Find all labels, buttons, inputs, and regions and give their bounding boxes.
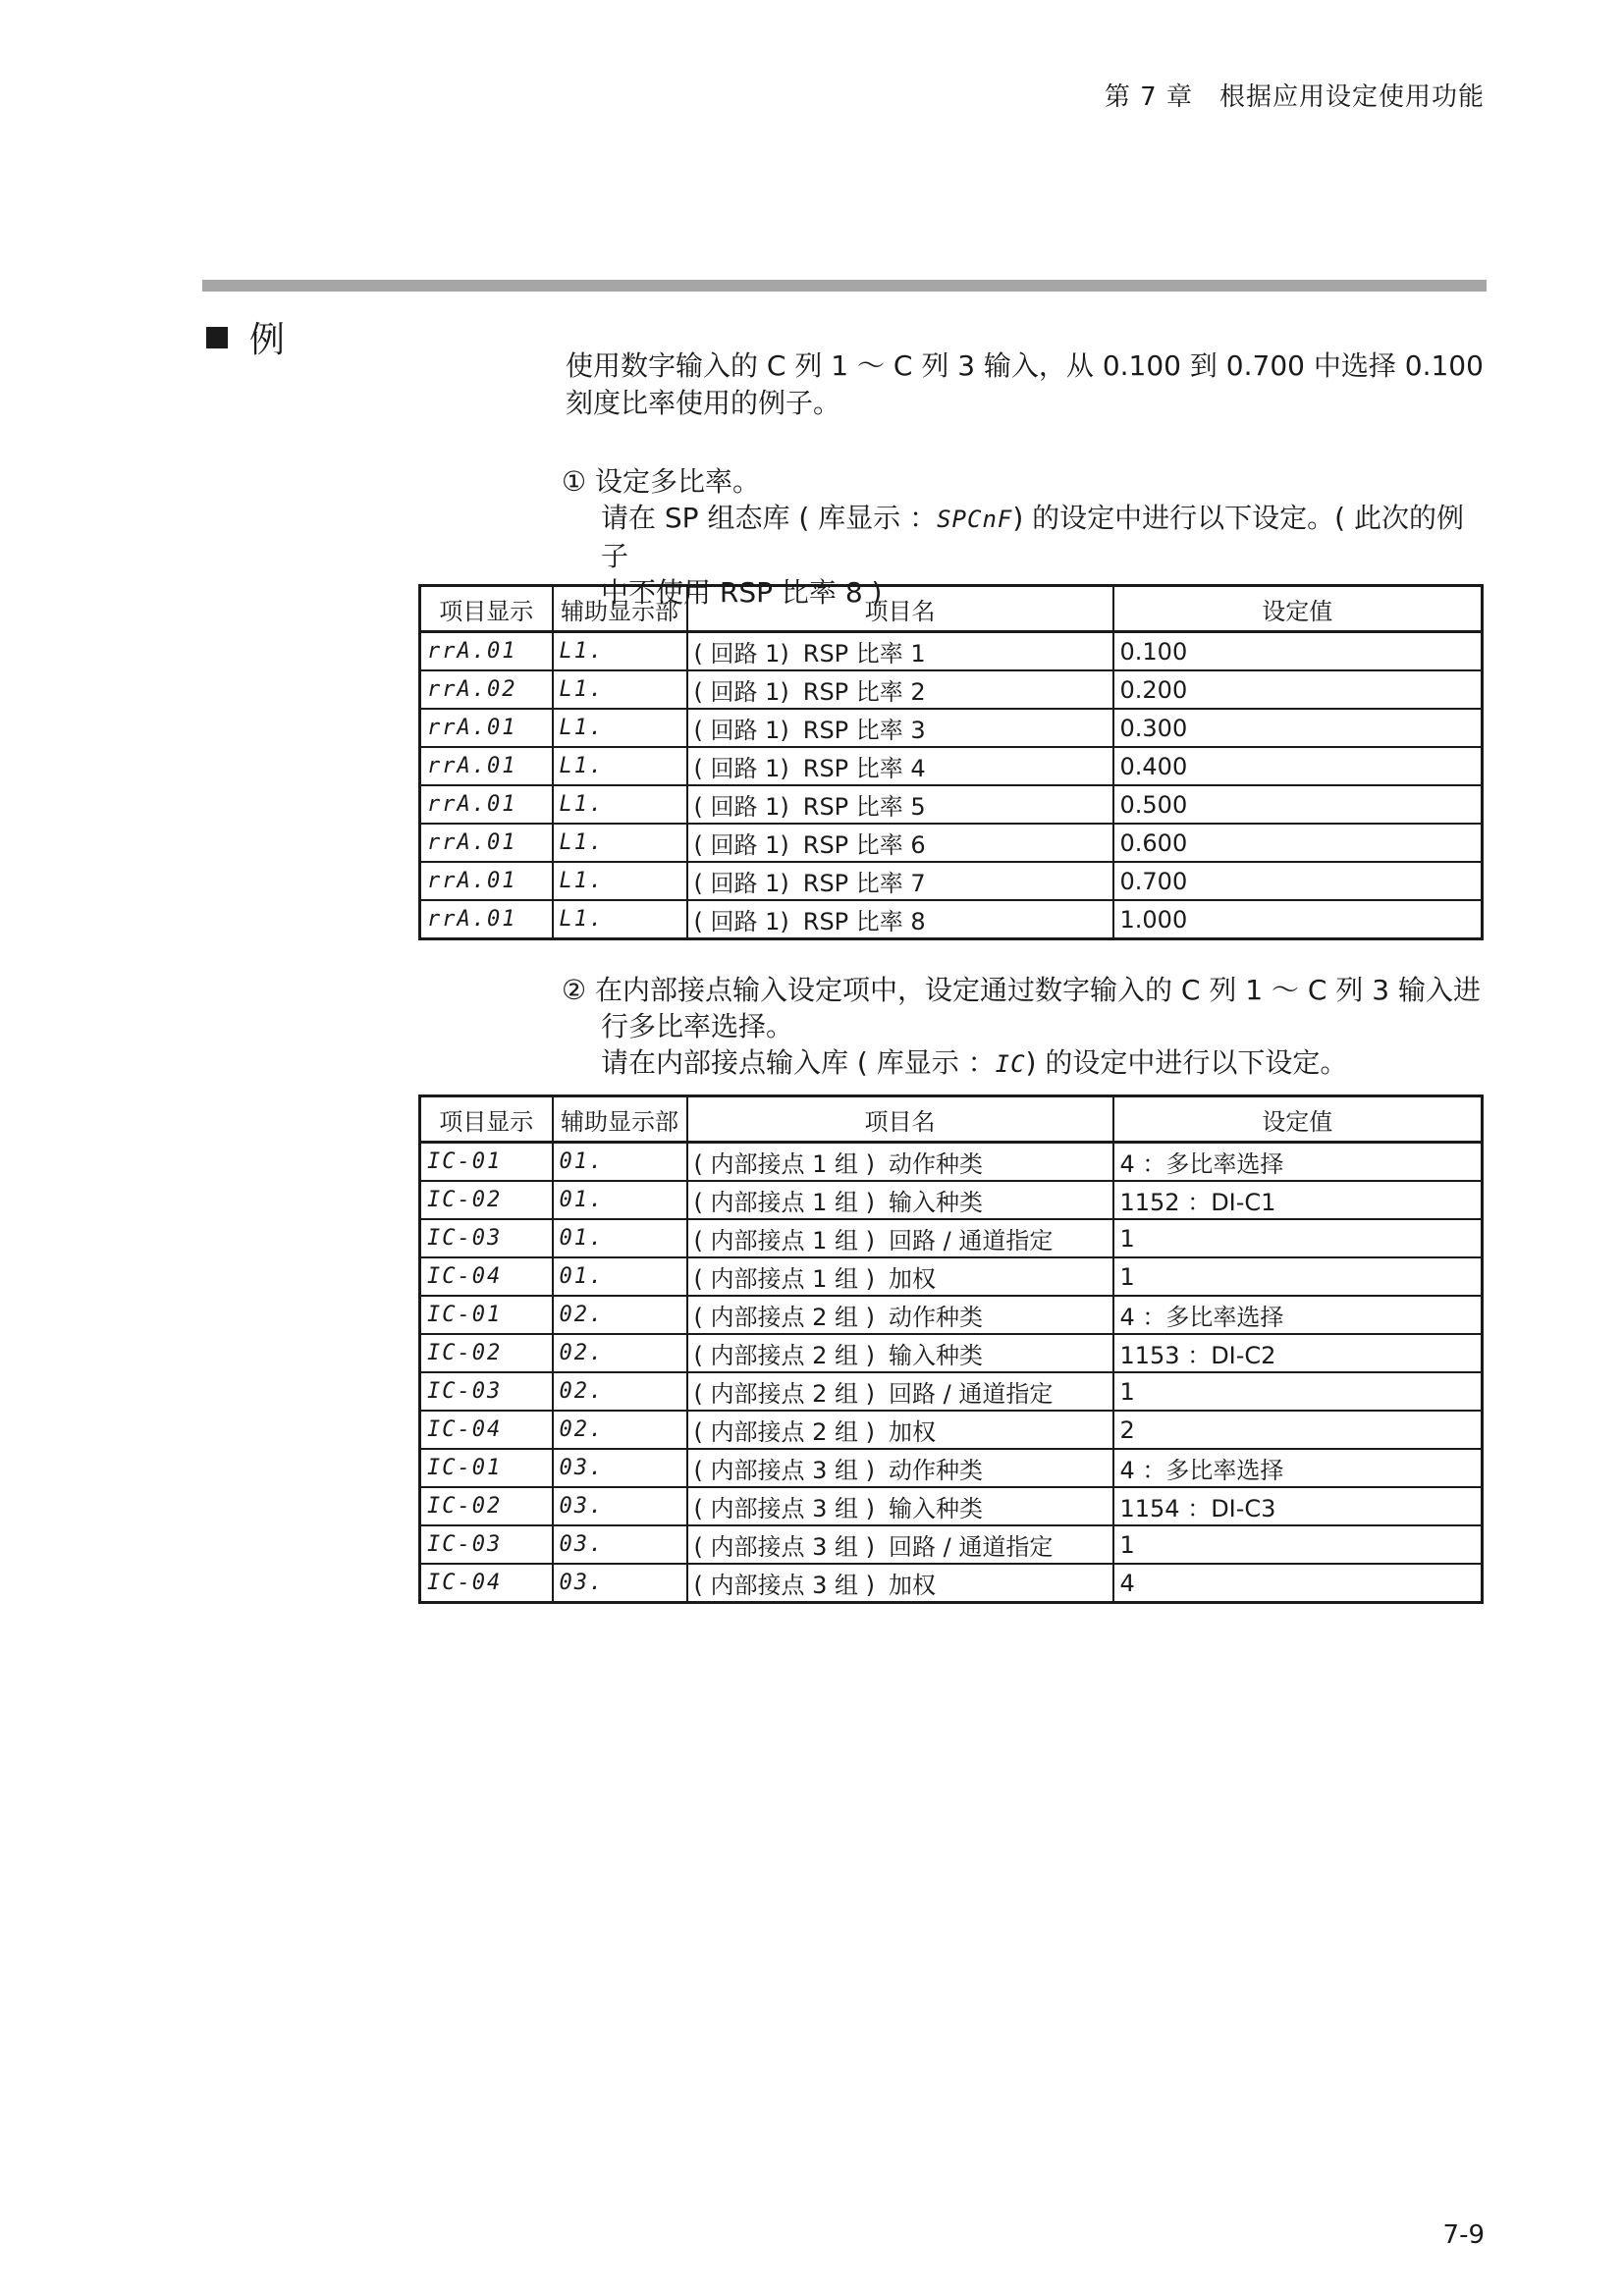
item-group: ( 内部接点 2 组 ) [693,1380,876,1408]
table-header-row [420,1096,1483,1143]
item-group: ( 内部接点 1 组 ) [693,1227,876,1255]
step-2 [562,972,1489,1083]
chapter-header: 第 7 章 根据应用设定使用功能 [1104,82,1485,112]
item-group: ( 内部接点 3 组 ) [693,1572,876,1599]
aux-display-cell: L1. [553,824,687,862]
step-1-title: ① 设定多比率。 [562,465,761,498]
setting-value-cell: 1 [1113,1257,1483,1296]
aux-display-cell: L1. [553,862,687,900]
item-name-cell [687,824,1113,862]
item-display-cell: rrA.01 [420,632,553,671]
setting-value-cell: 4 ：多比率选择 [1113,1449,1483,1487]
item-name-cell [687,785,1113,824]
table-row [420,1411,1483,1449]
item-display-cell: IC-04 [420,1411,553,1449]
square-bullet-icon [206,327,228,348]
internal-contact-table [418,1095,1484,1604]
aux-display-cell: 01. [553,1143,687,1182]
intro-paragraph: 使用数字输入的 C 列 1 ～ C 列 3 输入，从 0.100 到 0.700 中选择 0.100 刻度比率使用的例子。 [566,349,1484,419]
header-aux-display: 辅助显示部 [553,586,687,632]
item-display-cell: IC-01 [420,1143,553,1182]
bank-display-code: SPCnF [937,506,1013,533]
item-name-cell [687,1411,1113,1449]
table-row [420,785,1483,824]
header-aux-display: 辅助显示部 [553,1096,687,1143]
item-name-cell [687,1181,1113,1219]
item-name-cell [687,709,1113,747]
item-name: RSP 比率 2 [802,678,926,706]
item-group: ( 内部接点 2 组 ) [693,1342,876,1369]
table-row [420,1143,1483,1182]
step-2-line1: 行多比率选择。 [601,1010,794,1042]
setting-value-cell: 1152 ：DI-C1 [1113,1181,1483,1219]
item-display-cell: IC-04 [420,1564,553,1603]
item-name-cell [687,1296,1113,1334]
section-rule [202,280,1487,292]
aux-display-cell: 01. [553,1181,687,1219]
item-group: ( 内部接点 1 组 ) [693,1150,876,1178]
item-group: ( 回路 1) [693,717,789,744]
step-1-text-suffix: ) 的设定中进行以下设定。( 此次的例子 [601,502,1464,572]
item-display-cell: IC-04 [420,1257,553,1296]
setting-value-cell: 4 ：多比率选择 [1113,1296,1483,1334]
header-item-name: 项目名 [687,1096,1113,1143]
aux-display-cell: 03. [553,1449,687,1487]
table-row [420,709,1483,747]
table-row [420,747,1483,785]
item-display-cell: rrA.01 [420,785,553,824]
item-display-cell: rrA.01 [420,862,553,900]
item-group: ( 内部接点 2 组 ) [693,1418,876,1446]
rsp-ratio-table [418,584,1484,940]
aux-display-cell: 02. [553,1296,687,1334]
setting-value-cell: 1 [1113,1219,1483,1257]
item-name-cell [687,1449,1113,1487]
item-group: ( 回路 1) [693,870,789,897]
item-name: RSP 比率 8 [802,908,926,935]
setting-value-cell: 0.700 [1113,862,1483,900]
item-group: ( 内部接点 1 组 ) [693,1265,876,1293]
table-row [420,1219,1483,1257]
aux-display-cell: 02. [553,1334,687,1372]
item-display-cell: IC-03 [420,1219,553,1257]
item-name: 输入种类 [889,1189,984,1216]
section-title: 例 [249,320,286,360]
item-display-cell: IC-03 [420,1525,553,1564]
item-name-cell [687,1143,1113,1182]
item-name-cell [687,1525,1113,1564]
item-name-cell [687,1487,1113,1525]
setting-value-cell: 1 [1113,1372,1483,1411]
setting-value-cell: 0.500 [1113,785,1483,824]
table-row [420,1525,1483,1564]
aux-display-cell: L1. [553,747,687,785]
setting-value-cell: 4 ：多比率选择 [1113,1143,1483,1182]
setting-value-cell: 2 [1113,1411,1483,1449]
item-display-cell: rrA.02 [420,670,553,709]
aux-display-cell: L1. [553,709,687,747]
aux-display-cell: 02. [553,1372,687,1411]
table-row [420,824,1483,862]
item-name: 回路 / 通道指定 [889,1227,1054,1255]
item-name: RSP 比率 1 [802,640,926,667]
table-row [420,862,1483,900]
step-2-text-suffix: ) 的设定中进行以下设定。 [1025,1046,1348,1079]
item-name: 输入种类 [889,1495,984,1522]
table-header-row [420,586,1483,632]
item-name: 动作种类 [889,1304,984,1331]
item-group: ( 回路 1) [693,793,789,821]
setting-value-cell: 0.400 [1113,747,1483,785]
aux-display-cell: 02. [553,1411,687,1449]
item-display-cell: rrA.01 [420,824,553,862]
setting-value-cell: 0.100 [1113,632,1483,671]
item-group: ( 回路 1) [693,640,789,667]
aux-display-cell: 01. [553,1257,687,1296]
item-group: ( 内部接点 1 组 ) [693,1189,876,1216]
step-2-title: ② 在内部接点输入设定项中，设定通过数字输入的 C 列 1 ～ C 列 3 输入进 [562,974,1481,1006]
item-display-cell: IC-01 [420,1449,553,1487]
item-name: 动作种类 [889,1457,984,1484]
item-name-cell [687,1257,1113,1296]
item-name-cell [687,1334,1113,1372]
aux-display-cell: L1. [553,785,687,824]
section-heading [206,312,285,362]
table-row [420,1372,1483,1411]
item-name: RSP 比率 7 [802,870,926,897]
item-group: ( 内部接点 3 组 ) [693,1457,876,1484]
item-name: 回路 / 通道指定 [889,1533,1054,1561]
aux-display-cell: 03. [553,1525,687,1564]
aux-display-cell: 03. [553,1564,687,1603]
item-display-cell: IC-03 [420,1372,553,1411]
item-name: 加权 [889,1572,937,1599]
table-row [420,1181,1483,1219]
item-name-cell [687,632,1113,671]
table-row [420,1564,1483,1603]
item-name-cell [687,1564,1113,1603]
item-display-cell: IC-02 [420,1181,553,1219]
setting-value-cell: 0.600 [1113,824,1483,862]
header-item-display: 项目显示 [420,586,553,632]
item-name: RSP 比率 6 [802,831,926,859]
aux-display-cell: 03. [553,1487,687,1525]
item-display-cell: rrA.01 [420,900,553,939]
item-name-cell [687,1219,1113,1257]
page-number: 7-9 [1442,2220,1485,2250]
header-item-name: 项目名 [687,586,1113,632]
item-group: ( 内部接点 3 组 ) [693,1495,876,1522]
aux-display-cell: 01. [553,1219,687,1257]
table-row [420,1334,1483,1372]
setting-value-cell: 1.000 [1113,900,1483,939]
item-display-cell: rrA.01 [420,747,553,785]
item-group: ( 回路 1) [693,831,789,859]
item-name-cell [687,862,1113,900]
setting-value-cell: 0.300 [1113,709,1483,747]
item-group: ( 回路 1) [693,678,789,706]
item-name-cell [687,1372,1113,1411]
item-display-cell: IC-01 [420,1296,553,1334]
item-name: 动作种类 [889,1150,984,1178]
setting-value-cell: 0.200 [1113,670,1483,709]
item-name-cell [687,900,1113,939]
item-name-cell [687,670,1113,709]
item-group: ( 回路 1) [693,908,789,935]
setting-value-cell: 1 [1113,1525,1483,1564]
item-name-cell [687,747,1113,785]
item-name: 输入种类 [889,1342,984,1369]
aux-display-cell: L1. [553,632,687,671]
item-group: ( 内部接点 3 组 ) [693,1533,876,1561]
item-name: 加权 [889,1418,937,1446]
step-1-text-prefix: 请在 SP 组态库 ( 库显示 ： [601,502,938,534]
item-display-cell: IC-02 [420,1487,553,1525]
item-name: RSP 比率 3 [802,717,926,744]
step-1-instruction [562,500,1489,574]
item-name: 加权 [889,1265,937,1293]
aux-display-cell: L1. [553,670,687,709]
item-group: ( 回路 1) [693,755,789,782]
step-2-text-prefix: 请在内部接点输入库 ( 库显示 ： [601,1046,996,1079]
item-name: 回路 / 通道指定 [889,1380,1054,1408]
header-item-display: 项目显示 [420,1096,553,1143]
bank-display-code: IC [995,1050,1026,1078]
setting-value-cell: 4 [1113,1564,1483,1603]
table-row [420,632,1483,671]
table-row [420,1449,1483,1487]
setting-value-cell: 1153 ：DI-C2 [1113,1334,1483,1372]
table-row [420,900,1483,939]
header-setting-value: 设定值 [1113,1096,1483,1143]
table-row [420,670,1483,709]
header-setting-value: 设定值 [1113,586,1483,632]
aux-display-cell: L1. [553,900,687,939]
step-1-note: 中不使用 RSP 比率 8 ) [601,576,883,609]
setting-value-cell: 1154 ：DI-C3 [1113,1487,1483,1525]
table-row [420,1296,1483,1334]
item-display-cell: rrA.01 [420,709,553,747]
item-name: RSP 比率 4 [802,755,926,782]
table-row [420,1487,1483,1525]
table-row [420,1257,1483,1296]
item-display-cell: IC-02 [420,1334,553,1372]
step-2-instruction [562,1044,1489,1083]
item-group: ( 内部接点 2 组 ) [693,1304,876,1331]
item-name: RSP 比率 5 [802,793,926,821]
